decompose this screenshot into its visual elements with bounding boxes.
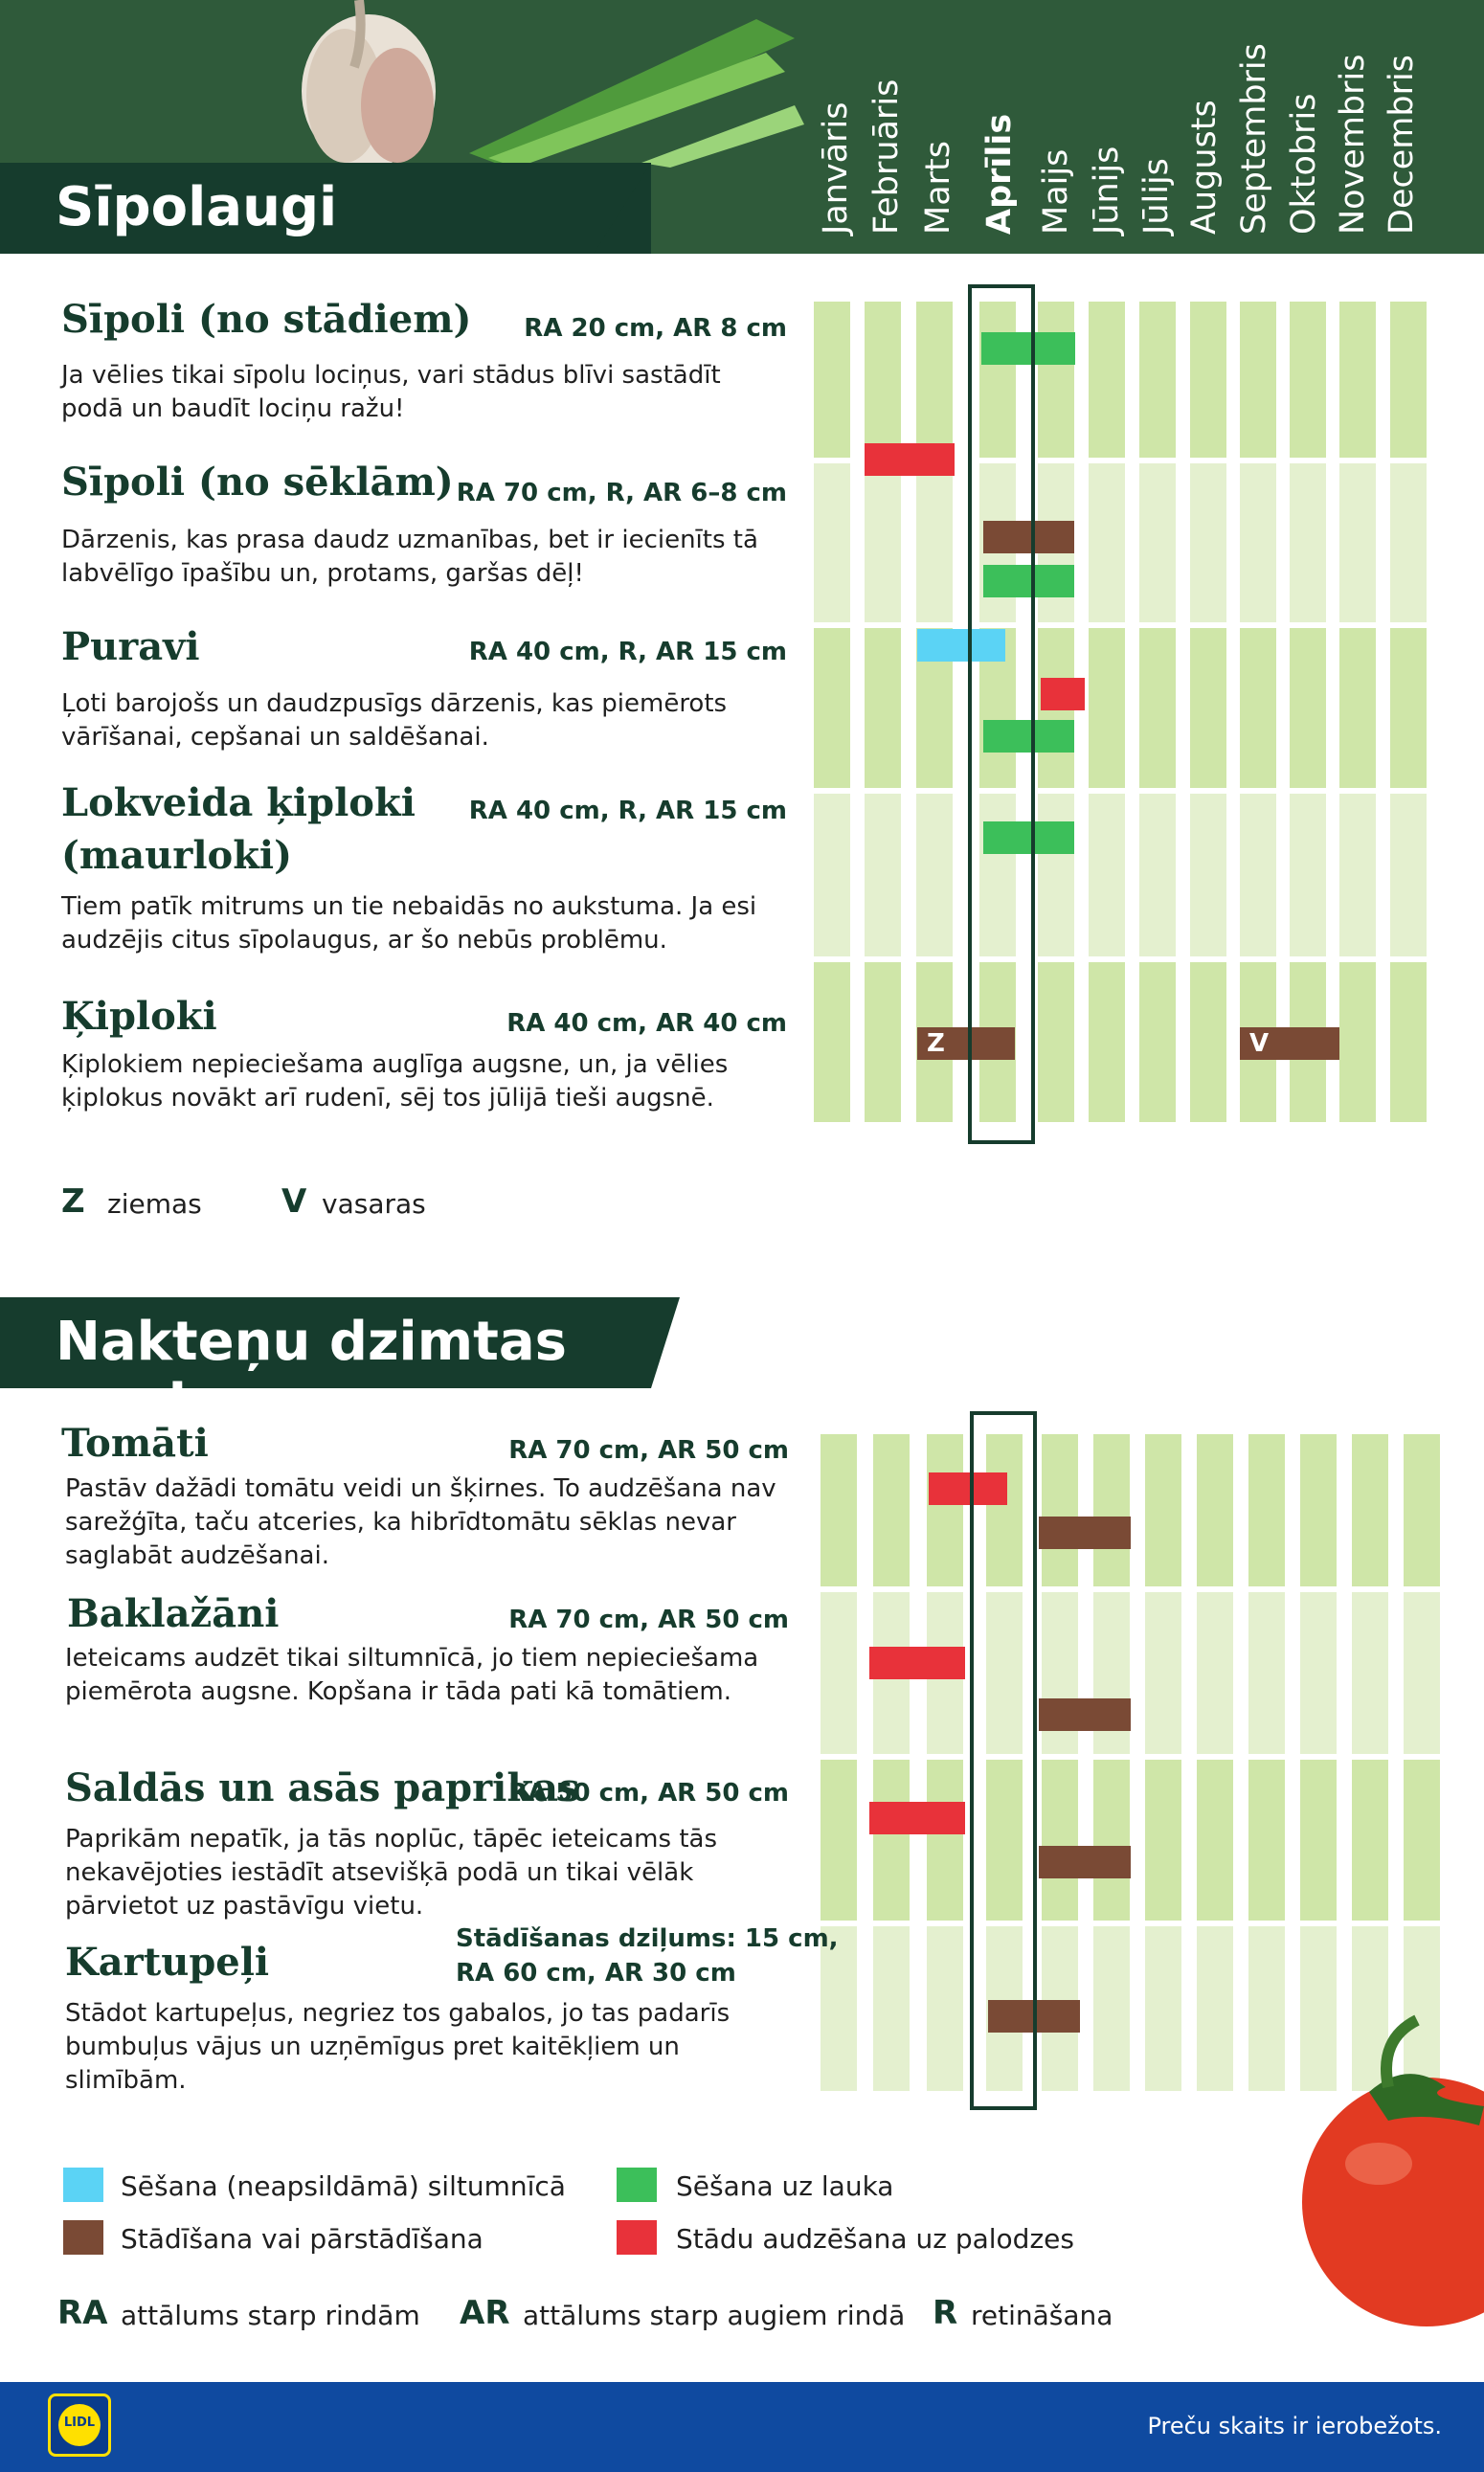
month-cell-light	[916, 463, 953, 622]
key-letter: Z	[61, 1182, 85, 1221]
month-cell-light	[1139, 463, 1176, 622]
month-label: Jūlijs	[1137, 158, 1176, 235]
month-cell-light	[814, 463, 850, 622]
plant-description: Tiem patīk mitrums un tie nebaidās no aukstuma. Ja esi audzējis citus sīpolaugus, ar šo nebūs problēmu.	[61, 892, 757, 955]
plant-spacing: RA 70 cm, R, AR 6–8 cm	[456, 479, 787, 507]
month-cell-light	[1339, 794, 1376, 956]
month-label: Maijs	[1037, 148, 1075, 235]
month-cell-light	[1145, 1592, 1181, 1754]
month-cell-light	[1390, 794, 1427, 956]
plant-name: Saldās un asās paprikas	[65, 1765, 580, 1810]
month-label: Oktobris	[1285, 93, 1323, 235]
month-column	[1038, 302, 1074, 1122]
plant-description: Ja vēlies tikai sīpolu lociņus, vari stādus blīvi sastādīt podā un baudīt lociņu ražu!	[61, 361, 721, 423]
legend-swatch-windowsill	[617, 2220, 657, 2255]
lidl-logo[interactable]	[48, 2393, 111, 2457]
bar-planting-summer: V	[1240, 1027, 1339, 1060]
month-column	[1290, 302, 1326, 1122]
abbreviation-text: retināšana	[971, 2300, 1113, 2331]
month-column	[1190, 302, 1226, 1122]
title-band-slant	[651, 1297, 680, 1388]
section-title: Nakteņu dzimtas augi	[56, 1311, 567, 1435]
plant-spacing: RA 20 cm, AR 8 cm	[524, 314, 787, 343]
plant-spacing: RA 70 cm, AR 50 cm	[508, 1606, 789, 1634]
month-column	[814, 302, 850, 1122]
month-cell-light	[1197, 1926, 1233, 2091]
month-label: Augusts	[1185, 100, 1224, 235]
plant-description: Pastāv dažādi tomātu veidi un šķirnes. To audzēšana nav sarežģīta, taču atceries, ka hibrīdtomātu sēklas nevar saglabāt audzēšanai.	[65, 1474, 776, 1570]
abbreviation: AR	[460, 2294, 510, 2332]
month-cell-light	[1093, 1926, 1130, 2091]
bar-windowsill	[869, 1647, 965, 1679]
plant-spacing: RA 60 cm, AR 30 cm	[456, 1959, 736, 1988]
legend-label: Sēšana uz lauka	[676, 2170, 894, 2202]
month-cell-light	[821, 1592, 857, 1754]
month-cell-light	[1240, 794, 1276, 956]
plant-spacing: RA 40 cm, R, AR 15 cm	[468, 797, 787, 825]
month-cell-light	[1248, 1592, 1285, 1754]
legend-label: Stādu audzēšana uz palodzes	[676, 2223, 1074, 2255]
month-cell-light	[1190, 463, 1226, 622]
plant-description: Paprikām nepatīk, ja tās noplūc, tāpēc ieteicams tās nekavējoties iestādīt atsevišķā podā un tikai vēlāk pārvietot uz pastāvīgu vietu.	[65, 1825, 717, 1921]
month-cell-light	[916, 794, 953, 956]
month-cell-light	[1139, 794, 1176, 956]
plant-name: Baklažāni	[67, 1591, 280, 1636]
plant-description: Stādot kartupeļus, negriez tos gabalos, jo tas padarīs bumbuļus vājus un uzņēmīgus pret kaitēkļiem un slimībām.	[65, 1999, 731, 2095]
month-column	[916, 302, 953, 1122]
month-column	[1139, 302, 1176, 1122]
plant-name: Puravi	[61, 624, 200, 669]
month-cell-light	[1352, 1592, 1388, 1754]
footer-bar	[0, 2382, 1484, 2472]
plant-spacing: RA 40 cm, AR 40 cm	[506, 1009, 787, 1038]
month-cell-light	[1290, 794, 1326, 956]
abbreviation-text: attālums starp augiem rindā	[523, 2300, 906, 2331]
key-letter: V	[281, 1182, 307, 1221]
plant-name: Tomāti	[61, 1421, 209, 1466]
bar-planting-winter: Z	[917, 1027, 1015, 1060]
plant-description: Ieteicams audzēt tikai siltumnīcā, jo tiem nepieciešama piemērota augsne. Kopšana ir tāda pati kā tomātiem.	[65, 1644, 759, 1706]
plant-name: Lokveida ķiploki	[61, 780, 416, 825]
plant-name: (maurloki)	[61, 833, 293, 878]
plant-spacing: Stādīšanas dziļums: 15 cm,	[456, 1924, 839, 1953]
month-cell-light	[1240, 463, 1276, 622]
key-text: vasaras	[322, 1188, 426, 1220]
lidl-logo-text: LIDL	[63, 2416, 96, 2430]
row-separator	[817, 1921, 1444, 1926]
plant-spacing: RA 70 cm, AR 50 cm	[508, 1436, 789, 1465]
plant-name: Sīpoli (no sēklām)	[61, 460, 454, 505]
month-cell-light	[1404, 1592, 1440, 1754]
month-column	[1390, 302, 1427, 1122]
month-label: Septembris	[1235, 43, 1273, 235]
month-label: Novembris	[1334, 54, 1372, 235]
plant-name: Sīpoli (no stādiem)	[61, 297, 472, 342]
legend-label: Stādīšana vai pārstādīšana	[121, 2223, 483, 2255]
legend-swatch-field	[617, 2168, 657, 2202]
month-column	[1089, 302, 1125, 1122]
month-column	[865, 302, 901, 1122]
month-cell-light	[873, 1926, 910, 2091]
key-text: ziemas	[107, 1188, 202, 1220]
bar-planting	[1039, 1517, 1131, 1549]
month-label: Jūnijs	[1088, 146, 1126, 235]
footer-notice: Preču skaits ir ierobežots.	[1147, 2413, 1442, 2439]
legend-swatch-planting	[63, 2220, 103, 2255]
abbreviation-text: attālums starp rindām	[121, 2300, 420, 2331]
legend-label: Sēšana (neapsildāmā) siltumnīcā	[121, 2170, 566, 2202]
month-cell-light	[927, 1926, 963, 2091]
plant-name: Ķiploki	[61, 994, 217, 1039]
month-cell-light	[865, 794, 901, 956]
plant-description: Ļoti barojošs un daudzpusīgs dārzenis, kas piemērots vārīšanai, cepšanai un saldēšanai.	[61, 689, 728, 752]
legend-swatch-greenhouse	[63, 2168, 103, 2202]
current-month-highlight	[970, 1411, 1037, 2110]
row-separator	[817, 1586, 1444, 1592]
month-cell-light	[865, 463, 901, 622]
month-label: Janvāris	[817, 101, 855, 235]
row-separator	[810, 1122, 1430, 1128]
month-cell-light	[1190, 794, 1226, 956]
month-cell-light	[1300, 1592, 1337, 1754]
plant-spacing: RA 40 cm, R, AR 15 cm	[468, 638, 787, 666]
month-label: Decembris	[1383, 55, 1421, 235]
section-title-band	[0, 163, 651, 254]
month-label-active: Aprīlis	[980, 113, 1019, 235]
plant-spacing: RA 50 cm, AR 50 cm	[508, 1779, 789, 1808]
month-cell-light	[1089, 794, 1125, 956]
month-label: Marts	[919, 141, 957, 235]
garlic-leek-illustration	[220, 0, 814, 168]
bar-planting	[1039, 1846, 1131, 1878]
row-separator	[817, 1754, 1444, 1760]
section-title-band	[0, 1297, 651, 1435]
current-month-highlight	[968, 284, 1035, 1144]
abbreviation: RA	[57, 2294, 108, 2332]
plant-description: Dārzenis, kas prasa daudz uzmanības, bet ir iecienīts tā labvēlīgo īpašību un, protams, garšas dēļ!	[61, 526, 758, 588]
month-label: Februāris	[867, 79, 906, 235]
row-separator	[810, 956, 1430, 962]
plant-description: Ķiplokiem nepieciešama auglīga augsne, un, ja vēlies ķiplokus novākt arī rudenī, sēj tos jūlijā tieši augsnē.	[61, 1050, 729, 1112]
row-separator	[810, 622, 1430, 628]
month-cell-light	[1339, 463, 1376, 622]
bar-planting	[1039, 1698, 1131, 1731]
month-column	[1240, 302, 1276, 1122]
section-title: Sīpolaugi	[56, 176, 338, 238]
month-cell-light	[1290, 463, 1326, 622]
month-column	[1339, 302, 1376, 1122]
month-cell-light	[1145, 1926, 1181, 2091]
bar-windowsill	[869, 1802, 965, 1834]
bar-windowsill	[865, 443, 955, 476]
month-cell-light	[814, 794, 850, 956]
tomato-illustration	[1264, 2001, 1484, 2326]
month-cell-light	[1089, 463, 1125, 622]
bar-windowsill	[1041, 678, 1085, 710]
month-cell-light	[1038, 794, 1074, 956]
plant-name: Kartupeļi	[65, 1940, 270, 1985]
month-cell-light	[1390, 463, 1427, 622]
month-cell-light	[1197, 1592, 1233, 1754]
abbreviation: R	[933, 2294, 958, 2332]
